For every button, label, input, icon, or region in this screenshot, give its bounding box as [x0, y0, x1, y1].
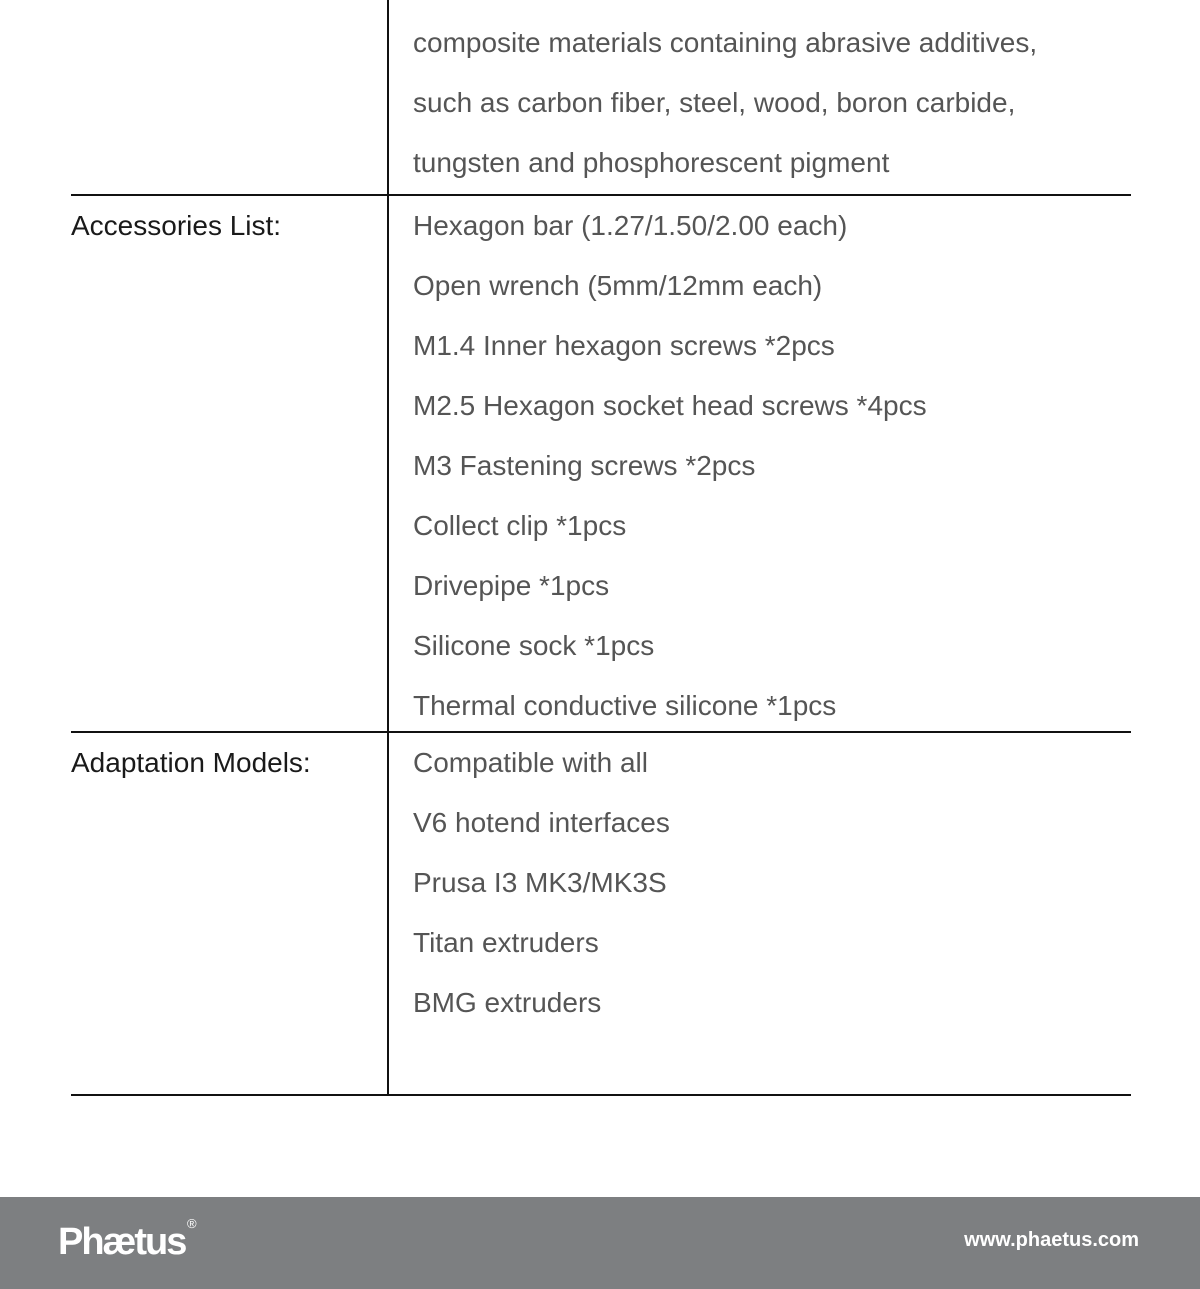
- spec-values-accessories: [389, 196, 1131, 731]
- footer-bar: [0, 1197, 1200, 1289]
- spec-label-accessories: Accessories List:: [71, 196, 389, 731]
- spec-row-adaptation-models: [71, 733, 1131, 1096]
- accessory-item: M3 Fastening screws *2pcs: [413, 450, 756, 481]
- accessory-item: Open wrench (5mm/12mm each): [413, 270, 823, 301]
- accessory-item: Hexagon bar (1.27/1.50/2.00 each): [413, 210, 848, 241]
- spec-value: such as carbon fiber, steel, wood, boron carbide,: [413, 87, 1016, 118]
- accessory-item: Drivepipe *1pcs: [413, 570, 610, 601]
- accessory-item: Collect clip *1pcs: [413, 510, 627, 541]
- spec-table: [71, 0, 1131, 1096]
- adaptation-model-item: Prusa I3 MK3/MK3S: [413, 867, 667, 898]
- website-link[interactable]: www.phaetus.com: [964, 1229, 1139, 1251]
- adaptation-model-item: Compatible with all: [413, 747, 648, 778]
- adaptation-model-item: V6 hotend interfaces: [413, 807, 670, 838]
- adaptation-model-item: Titan extruders: [413, 927, 599, 958]
- spec-value: composite materials containing abrasive additives,: [413, 27, 1038, 58]
- spec-values-adaptation-models: [389, 733, 1131, 1094]
- spec-label-adaptation-models: Adaptation Models:: [71, 733, 389, 1094]
- accessory-item: Thermal conductive silicone *1pcs: [413, 690, 837, 721]
- adaptation-model-item: BMG extruders: [413, 987, 602, 1018]
- accessory-item: M2.5 Hexagon socket head screws *4pcs: [413, 390, 927, 421]
- spec-value: tungsten and phosphorescent pigment: [413, 147, 890, 178]
- spec-row-accessories: [71, 196, 1131, 733]
- spec-values: [389, 13, 1131, 194]
- spec-label: [71, 0, 389, 196]
- spec-row-material-continued: [71, 0, 1131, 196]
- accessory-item: Silicone sock *1pcs: [413, 630, 655, 661]
- registered-mark: ®: [187, 1216, 197, 1231]
- accessory-item: M1.4 Inner hexagon screws *2pcs: [413, 330, 835, 361]
- brand-logo: Phætus: [58, 1221, 186, 1263]
